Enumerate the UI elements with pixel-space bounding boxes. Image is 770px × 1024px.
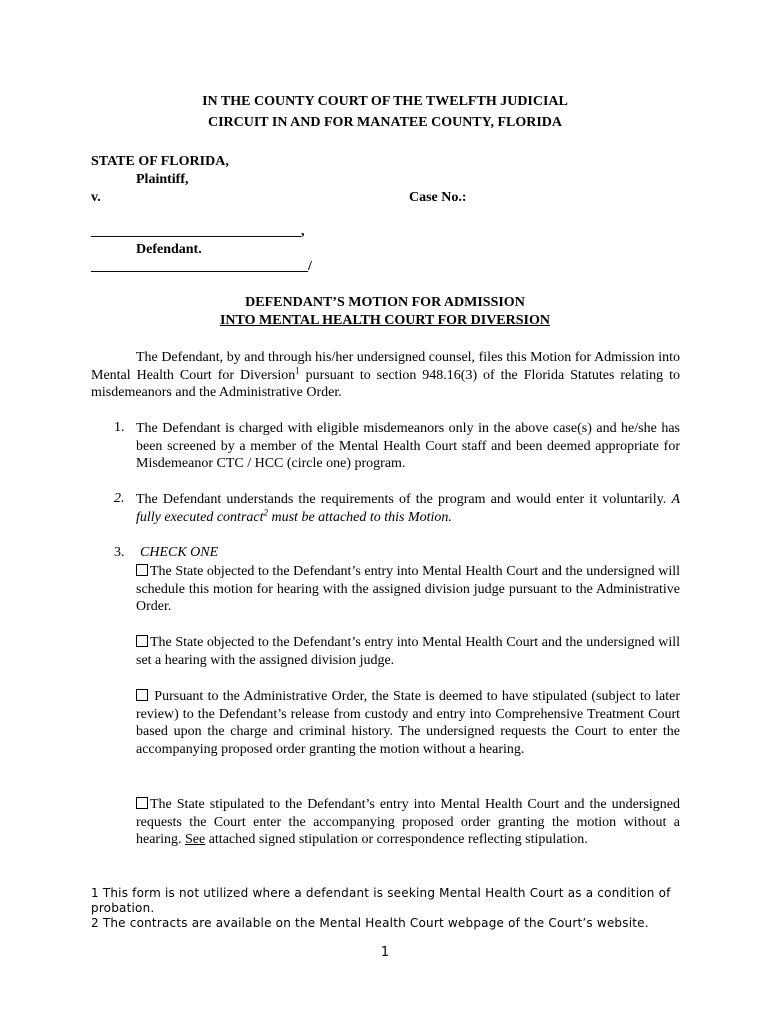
defendant-role: Defendant.	[136, 242, 202, 257]
option-1: The State objected to the Defendant’s entry into Mental Health Court and the undersigned will schedule this motion for hearing with the assigned division judge pursuant to the Administrative Order.	[136, 564, 680, 615]
option-1-checkbox[interactable]	[136, 564, 148, 576]
item-1-number: 1.	[114, 420, 125, 435]
option-4: The State stipulated to the Defendant’s entry into Mental Health Court and the undersigned requests the Court enter the accompanying proposed order granting the motion without a hearing. See attached signed stipulation or correspondence reflecting stipulation.	[136, 797, 680, 848]
motion-title-line2: INTO MENTAL HEALTH COURT FOR DIVERSION	[219, 313, 550, 328]
item-1-text: The Defendant is charged with eligible misdemeanors only in the above case(s) and he/she has been screened by a member of the Mental Health Court staff and been deemed appropriate for Misdemeanor CTC / HCC (circle one) program.	[136, 421, 680, 472]
intro-paragraph: The Defendant, by and through his/her undersigned counsel, files this Motion for Admission into Mental Health Court for Diversion$^1$ pursuant to section 948.16(3) of the Florida Statutes relating to misdemeanors and the Administrative Order.	[91, 350, 680, 401]
court-heading-line2: CIRCUIT IN AND FOR MANATEE COUNTY, FLORIDA	[207, 115, 563, 130]
footnote-1: 1 This form is not utilized where a defendant is seeking Mental Health Court as a condition of probation.	[91, 886, 671, 915]
footnote-2: 2 The contracts are available on the Mental Health Court webpage of the Court’s website.	[91, 916, 649, 930]
option-4-checkbox[interactable]	[136, 797, 148, 809]
item-2-text: The Defendant understands the requirements of the program and would enter it voluntarily. A fully executed contract$^2$ must be attached to this Motion.	[136, 492, 680, 525]
check-one-heading: CHECK ONE	[140, 545, 219, 560]
plaintiff-role: Plaintiff,	[136, 172, 189, 187]
case-number-label: Case No.:	[409, 190, 467, 205]
defendant-name-blank: ______________________________,	[91, 224, 305, 239]
motion-title-line1: DEFENDANT’S MOTION FOR ADMISSION	[245, 295, 525, 310]
footnote-ref-2: 2	[263, 507, 268, 518]
item-3-number: 3.	[114, 545, 125, 560]
caption-closing-blank: _______________________________/	[91, 259, 312, 274]
item-2-number: 2.	[114, 491, 125, 506]
page-number: 1	[380, 945, 390, 960]
footnote-ref-1: 1	[295, 365, 300, 376]
option-2-checkbox[interactable]	[136, 635, 148, 647]
court-heading-line1: IN THE COUNTY COURT OF THE TWELFTH JUDICIAL	[202, 94, 568, 109]
plaintiff-name: STATE OF FLORIDA,	[91, 154, 229, 169]
option-3: Pursuant to the Administrative Order, the State is deemed to have stipulated (subject to later review) to the Defendant’s release from custody and entry into Comprehensive Treatment Court based upon the charge and criminal history. The undersigned requests the Court to enter the accompanying proposed order granting the motion without a hearing.	[136, 689, 680, 758]
versus-label: v.	[91, 190, 101, 205]
option-2: The State objected to the Defendant’s entry into Mental Health Court and the undersigned will set a hearing with the assigned division judge.	[136, 635, 680, 668]
option-3-checkbox[interactable]	[136, 689, 148, 701]
